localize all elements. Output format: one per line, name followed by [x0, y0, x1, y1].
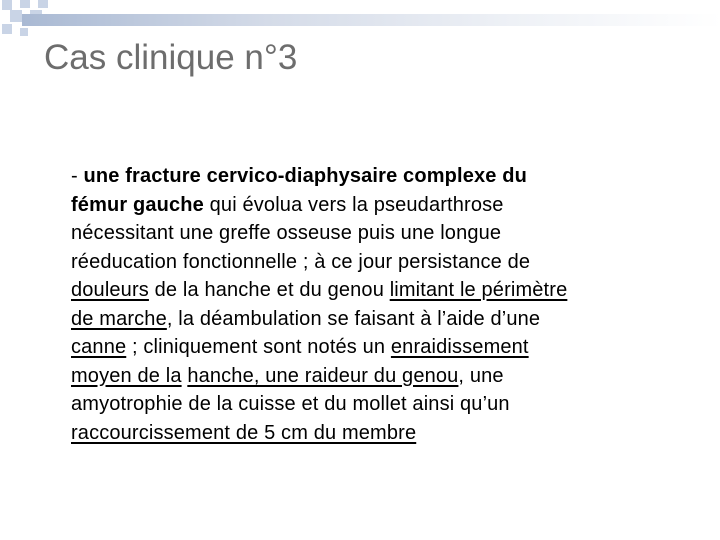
- decor-square: [10, 10, 22, 22]
- plain-text: qui évolua vers la pseudarthrose: [203, 193, 504, 216]
- bold-text: une fracture cervico-diaphysaire complexe du: [83, 165, 527, 187]
- text-line-1: [71, 162, 671, 191]
- underlined-text: de marche: [71, 307, 167, 330]
- header-gradient-line: [22, 14, 720, 26]
- underlined-text: hanche, une raideur du genou: [187, 364, 459, 387]
- case-description: [71, 162, 671, 447]
- decor-square: [2, 24, 12, 34]
- plain-text: , une: [458, 364, 504, 387]
- underlined-text: moyen de la: [71, 364, 182, 387]
- text-line-4: réeducation fonctionnelle ; à ce jour persistance de: [71, 250, 531, 273]
- plain-text: ; cliniquement sont notés un: [126, 336, 391, 358]
- text-line-10: [71, 419, 671, 448]
- text-line-9: amyotrophie de la cuisse et du mollet ainsi qu’un: [71, 393, 510, 415]
- decor-square: [20, 28, 28, 36]
- text-line-8: [71, 362, 671, 391]
- text-line-7: [71, 333, 671, 362]
- underlined-text: douleurs: [71, 279, 149, 301]
- text-line-2: [71, 191, 671, 220]
- text-line-5: [71, 276, 671, 305]
- text-line-6: [71, 305, 671, 334]
- bullet-dash: -: [71, 165, 84, 187]
- underlined-text: canne: [71, 336, 127, 358]
- decor-square: [38, 0, 48, 8]
- plain-text: de la hanche et du genou: [148, 279, 390, 301]
- underlined-text: enraidissement: [390, 336, 529, 358]
- bold-text: fémur gauche: [71, 193, 204, 216]
- decor-square: [20, 0, 30, 8]
- slide-title: Cas clinique n°3: [44, 38, 298, 77]
- underlined-text: raccourcissement de 5 cm du membre: [71, 421, 417, 444]
- decor-square: [2, 0, 12, 10]
- underlined-text: limitant le périmètre: [389, 279, 568, 301]
- plain-text: , la déambulation se faisant à l’aide d’une: [166, 307, 541, 330]
- text-line-3: nécessitant une greffe osseuse puis une longue: [71, 222, 502, 244]
